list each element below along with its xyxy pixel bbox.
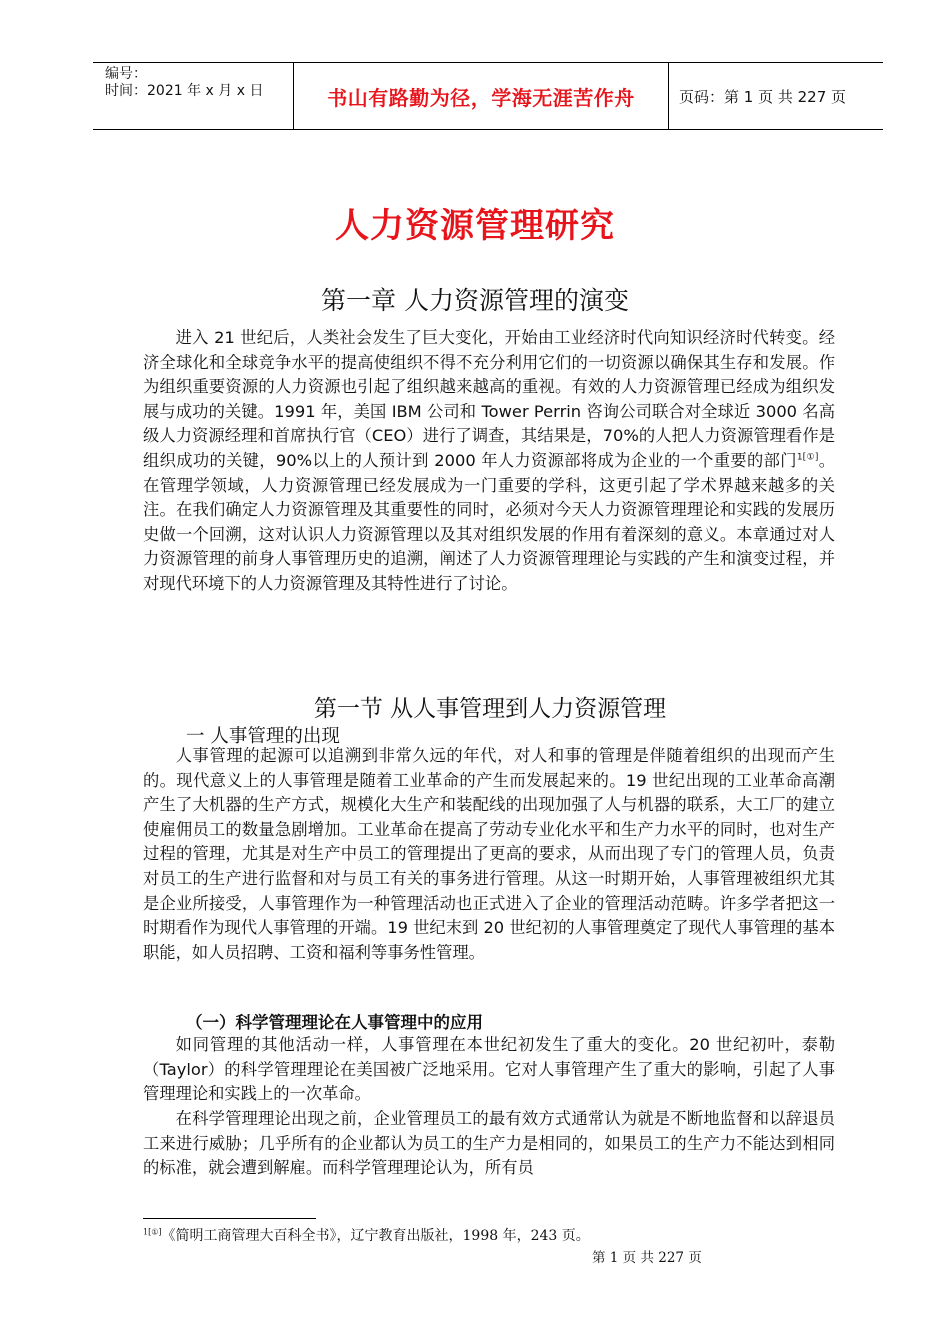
body-paragraph-4: 在科学管理理论出现之前，企业管理员工的最有效方式通常认为就是不断地监督和以辞退员工来进行威胁；几乎所有的企业都认为员工的生产力是相同的，如果员工的生产力不能达到相同的标准，就会遭到解雇。而科学管理理论认为，所有员 bbox=[143, 1109, 835, 1178]
header-number-label: 编号： bbox=[105, 66, 147, 82]
footnote-marker: 1[①] bbox=[143, 1227, 162, 1237]
footnote bbox=[143, 1225, 590, 1245]
footnote-text: 《简明工商管理大百科全书》，辽宁教育出版社，1998 年，243 页。 bbox=[161, 1228, 590, 1244]
intro-text-part1: 进入 21 世纪后，人类社会发生了巨大变化，开始由工业经济时代向知识经济时代转变。经济全球化和全球竞争水平的提高使组织不得不充分利用它们的一切资源以确保其生存和发展。作为组织重要资源的人力资源也引起了组织越来越高的重视。有效的人力资源管理已经成为组织发展与成功的关键。1991 年，美国 IBM 公司和 Tower Perrin 咨询公司联合对全球近 3000 名高级人力资源经理和首席执行官（CEO）进行了调查，其结果是，70%的人把人力资源管理看作是组织成功的关键，90%以上的人预计到 2000 年人力资源部将成为企业的一个重要的部门 bbox=[143, 328, 835, 470]
footnote-divider bbox=[143, 1218, 316, 1219]
intro-paragraph bbox=[143, 326, 835, 597]
header-motto: 书山有路勤为径，学海无涯苦作舟 bbox=[293, 63, 669, 129]
header-page-info: 页码：第 1 页 共 227 页 bbox=[679, 87, 847, 106]
page-header bbox=[93, 62, 883, 130]
section-title: 第一节 从人事管理到人力资源管理 bbox=[313, 696, 667, 722]
intro-text-part2: 。在管理学领域，人力资源管理已经发展成为一门重要的学科，这更引起了学术界越来越多的关注。在我们确定人力资源管理及其重要性的同时，必须对今天人力资源管理理论和实践的发展历史做一个回溯，这对认识人力资源管理以及其对组织发展的作用有着深刻的意义。本章通过对人力资源管理的前身人事管理历史的追溯，阐述了人力资源管理理论与实践的产生和演变过程，并对现代环境下的人力资源管理及其特性进行了讨论。 bbox=[143, 450, 835, 593]
subsection-heading-2: （一）科学管理理论在人事管理中的应用 bbox=[186, 1013, 483, 1032]
body-paragraph-3: 如同管理的其他活动一样，人事管理在本世纪初发生了重大的变化。20 世纪初叶，泰勒（Taylor）的科学管理理论在美国被广泛地采用。它对人事管理产生了重大的影响，引起了人事管理理论和实践上的一次革命。 bbox=[143, 1035, 835, 1104]
footnote-reference: 1[①] bbox=[796, 452, 819, 463]
body-paragraph-2: 人事管理的起源可以追溯到非常久远的年代，对人和事的管理是伴随着组织的出现而产生的。现代意义上的人事管理是随着工业革命的产生而发展起来的。19 世纪出现的工业革命高潮产生了大机器的生产方式，规模化大生产和装配线的出现加强了人与机器的联系，大工厂的建立使雇佣员工的数量急剧增加。工业革命在提高了劳动专业化水平和生产力水平的同时，也对生产过程的管理，尤其是对生产中员工的管理提出了更高的要求，从而出现了专门的管理人员，负责对员工的生产进行监督和对与员工有关的事务进行管理。从这一时期开始，人事管理被组织尤其是企业所接受，人事管理作为一种管理活动也正式进入了企业的管理活动范畴。许多学者把这一时期看作为现代人事管理的开端。19 世纪末到 20 世纪初的人事管理奠定了现代人事管理的基本职能，如人员招聘、工资和福利等事务性管理。 bbox=[143, 746, 835, 962]
header-meta bbox=[93, 63, 293, 129]
chapter-title: 第一章 人力资源管理的演变 bbox=[321, 286, 629, 315]
subsection-heading-1: 一 人事管理的出现 bbox=[186, 726, 340, 747]
page-footer: 第 1 页 共 227 页 bbox=[592, 1250, 702, 1266]
header-time-label: 时间：2021 年 x 月 x 日 bbox=[105, 83, 264, 99]
document-title: 人力资源管理研究 bbox=[335, 206, 615, 246]
